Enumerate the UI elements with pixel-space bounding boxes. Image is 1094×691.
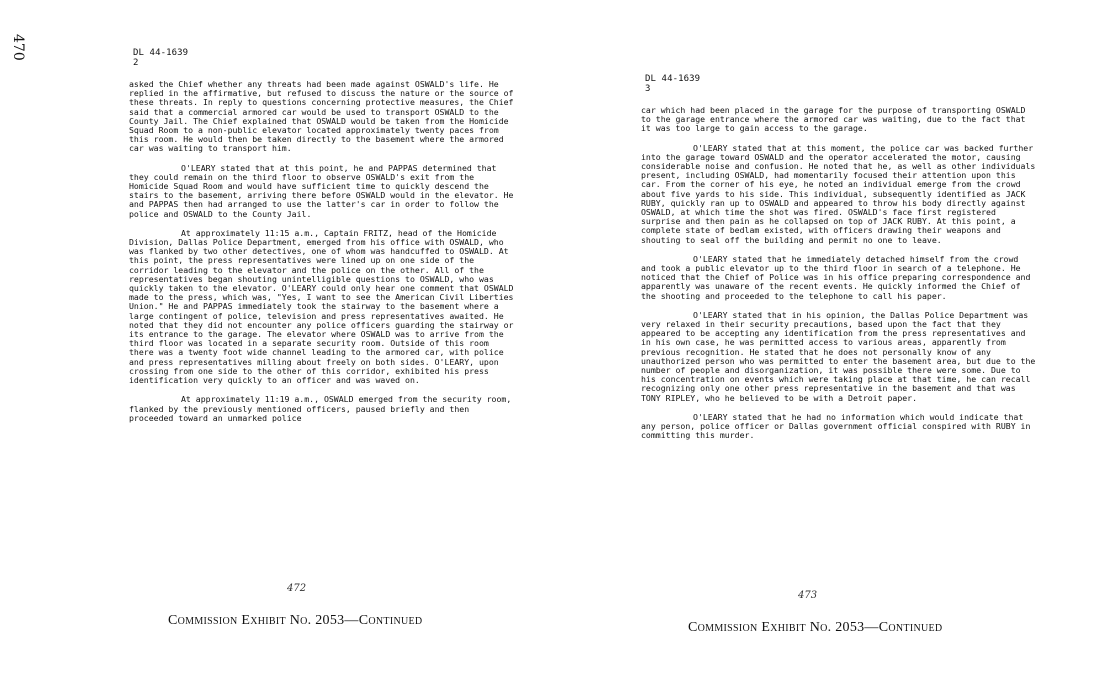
left-paragraph: At approximately 11:15 a.m., Captain FRITZ, head of the Homicide Division, Dallas Police Department, emerged from his office with OSWALD, who was flanked by two other detectives, one of whom was handcuffed to OSWALD. At this point, the press representatives were lined up on one side of the corridor leading to the elevator and the police on the other. All of the representatives began shouting unintelligible questions to OSWALD, who was quickly taken to the elevator. O'LEARY could only hear one comment that OSWALD made to the press, which was, "Yes, I want to see the American Civil Liberties Union." He and PAPPAS immediately took the stairway to the basement where a large contingent of police, television and press representatives awaited. He noted that they did not encounter any police officers guarding the stairway or its entrance to the garage. The elevator where OSWALD was to arrive from the third floor was located in a separate security room. Outside of this room there was a twenty foot wide channel leading to the armored car, with police and press representatives milling about freely on both sides. O'LEARY, upon crossing from one side to the other of this corridor, exhibited his press identification very quickly to an officer and was waved on. (129, 227, 514, 386)
left-exhibit-caption: Commission Exhibit No. 2053—Continued (168, 613, 423, 628)
right-paragraph: O'LEARY stated that he immediately detached himself from the crowd and took a public elevator up to the third floor in search of a telephone. He noticed that the Chief of Police was in his office preparing correspondence and apparently was unaware of the recent events. He quickly informed the Chief of the shooting and proceeded to the telephone to call his paper. (641, 253, 1031, 301)
left-page-index: 2 (133, 58, 139, 68)
left-file-number: DL 44-1639 (133, 48, 189, 58)
right-handwritten-page-number: 473 (798, 590, 818, 601)
left-page (129, 48, 514, 433)
right-page (641, 74, 1036, 451)
right-exhibit-caption: Commission Exhibit No. 2053—Continued (688, 620, 943, 635)
left-paragraph: O'LEARY stated that at this point, he and PAPPAS determined that they could remain on the third floor to observe OSWALD's exit from the Homicide Squad Room and would have sufficient time to quickly descend the stairs to the basement, arriving there before OSWALD would in the elevator. He and PAPPAS then had arranged to use the latter's car in order to follow the police and OSWALD to the County Jail. (129, 162, 514, 219)
left-paragraph: At approximately 11:19 a.m., OSWALD emerged from the security room, flanked by the previously mentioned officers, paused briefly and then proceeded toward an unmarked police (129, 394, 512, 423)
right-paragraph: O'LEARY stated that he had no information which would indicate that any person, police officer or Dallas government official conspired with RUBY in committing this murder. (641, 411, 1031, 441)
volume-page-number: 470 (10, 34, 26, 61)
right-file-number: DL 44-1639 (645, 74, 701, 84)
right-paragraph: car which had been placed in the garage for the purpose of transporting OSWALD to the garage entrance where the armored car was waiting, due to the fact that it was too large to gain access to the garage. (641, 105, 1026, 134)
right-page-index: 3 (645, 84, 651, 94)
right-paragraph: O'LEARY stated that in his opinion, the Dallas Police Department was very relaxed in their security precautions, based upon the fact that they appeared to be accepting any identification from the press representatives and in his own case, he was permitted access to various areas, apparently from previous recognition. He stated that he does not personally know of any unauthorized person who was permitted to enter the basement area, but due to the number of people and disorganization, it was possible there were some. Due to his concentration on events which were taking place at that time, he can recall recognizing only one other press representative in the basement and that was TONY RIPLEY, who he believed to be with a Detroit paper. (641, 309, 1036, 403)
left-paragraph: asked the Chief whether any threats had been made against OSWALD's life. He replied in the affirmative, but refused to discuss the nature or the source of these threats. In reply to questions concerning protective measures, the Chief said that a commercial armored car would be used to transport OSWALD to the County Jail. The Chief explained that OSWALD would be taken from the Homicide Squad Room to a non-public elevator located approximately twenty paces from this room. He would then be taken directly to the basement where the armored car was waiting to transport him. (129, 79, 514, 154)
left-page-header (133, 48, 514, 68)
left-handwritten-page-number: 472 (287, 583, 307, 594)
right-page-header (645, 74, 1036, 94)
right-paragraph: O'LEARY stated that at this moment, the police car was backed further into the garage toward OSWALD and the operator accelerated the motor, causing considerable noise and confusion. He noted that he, as well as other individuals present, including OSWALD, had momentarily focused their attention upon this car. From the corner of his eye, he noted an individual emerge from the crowd about five yards to his side. This individual, subsequently identified as JACK RUBY, quickly ran up to OSWALD and appeared to throw his body directly against OSWALD, at which time the shot was fired. OSWALD's face first registered surprise and then pain as he collapsed on top of JACK RUBY. At this point, a complete state of bedlam existed, with officers drawing their weapons and shouting to seal off the building and permit no one to leave. (641, 142, 1036, 245)
